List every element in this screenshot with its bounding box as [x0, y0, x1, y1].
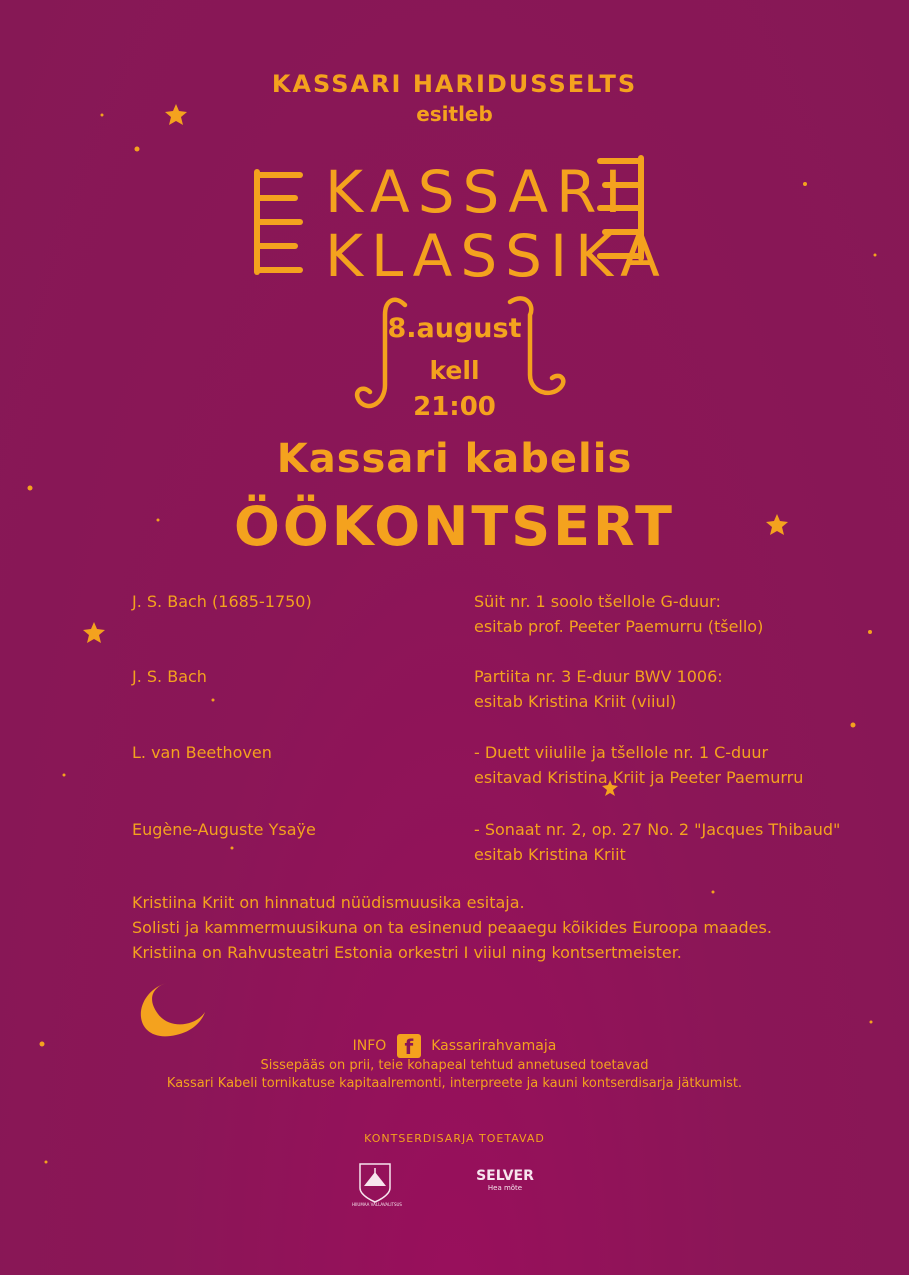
event-time: 21:00	[413, 392, 496, 422]
program-performer: esitab Kristina Kriit	[474, 845, 626, 864]
info-line	[0, 1034, 909, 1058]
facebook-icon[interactable]: f	[397, 1034, 421, 1058]
entry-note-line: Sissepääs on prii, teie kohapeal tehtud annetused toetavad	[260, 1058, 649, 1073]
selver-name: SELVER	[476, 1168, 534, 1184]
moon-icon	[141, 983, 205, 1036]
bio-line: Solisti ja kammermuusikuna on ta esinenud peaaegu kõikides Euroopa maades.	[132, 918, 772, 937]
info-label: INFO	[352, 1038, 387, 1054]
program-piece: Partiita nr. 3 E-duur BWV 1006:	[474, 667, 723, 686]
entry-note-line: Kassari Kabeli tornikatuse kapitaalremonti, interpreete ja kauni kontserdisarja jätkumist.	[166, 1076, 743, 1091]
star-icon	[83, 622, 105, 643]
performer-bio	[132, 890, 872, 965]
title-line-1: KASSARI	[325, 158, 630, 226]
hiiumaa-logo-icon	[360, 1164, 390, 1202]
presents-label: esitleb	[416, 102, 493, 126]
hiiumaa-caption: HIIUMAA VALLAVALITSUS	[352, 1202, 402, 1207]
bio-line: Kristiina Kriit on hinnatud nüüdismuusika esitaja.	[132, 893, 525, 912]
program-piece: - Sonaat nr. 2, op. 27 No. 2 "Jacques Thibaud"	[474, 820, 841, 839]
sponsors-heading: KONTSERDISARJA TOETAVAD	[364, 1132, 545, 1145]
event-venue: Kassari kabelis	[276, 436, 633, 482]
facebook-page-name[interactable]: Kassarirahvamaja	[431, 1038, 557, 1054]
selver-tagline: Hea mõte	[487, 1184, 523, 1192]
event-kell: kell	[429, 356, 480, 385]
program-performer: esitab prof. Peeter Paemurru (tšello)	[474, 617, 764, 636]
program-composer: J. S. Bach	[132, 667, 207, 686]
program-piece: Süit nr. 1 soolo tšellole G-duur:	[474, 592, 721, 611]
program-performer: esitab Kristina Kriit (viiul)	[474, 692, 677, 711]
program-composer: Eugène-Auguste Ysaÿe	[132, 820, 316, 839]
event-name: ÖÖKONTSERT	[234, 495, 675, 558]
selver-logo	[470, 1168, 540, 1192]
program-composer: J. S. Bach (1685-1750)	[132, 592, 312, 611]
event-date: 8.august	[387, 313, 522, 344]
program-performer: esitavad Kristina Kriit ja Peeter Paemurru	[474, 768, 804, 787]
title-line-2: KLASSIKA	[325, 222, 668, 290]
organizer-name: KASSARI HARIDUSSELTS	[271, 70, 638, 98]
bio-line: Kristiina on Rahvusteatri Estonia orkestri I viiul ning kontsertmeister.	[132, 943, 682, 962]
program-composer: L. van Beethoven	[132, 743, 272, 762]
program-piece: - Duett viiulile ja tšellole nr. 1 C-duur	[474, 743, 769, 762]
left-bracket-icon	[257, 172, 300, 272]
